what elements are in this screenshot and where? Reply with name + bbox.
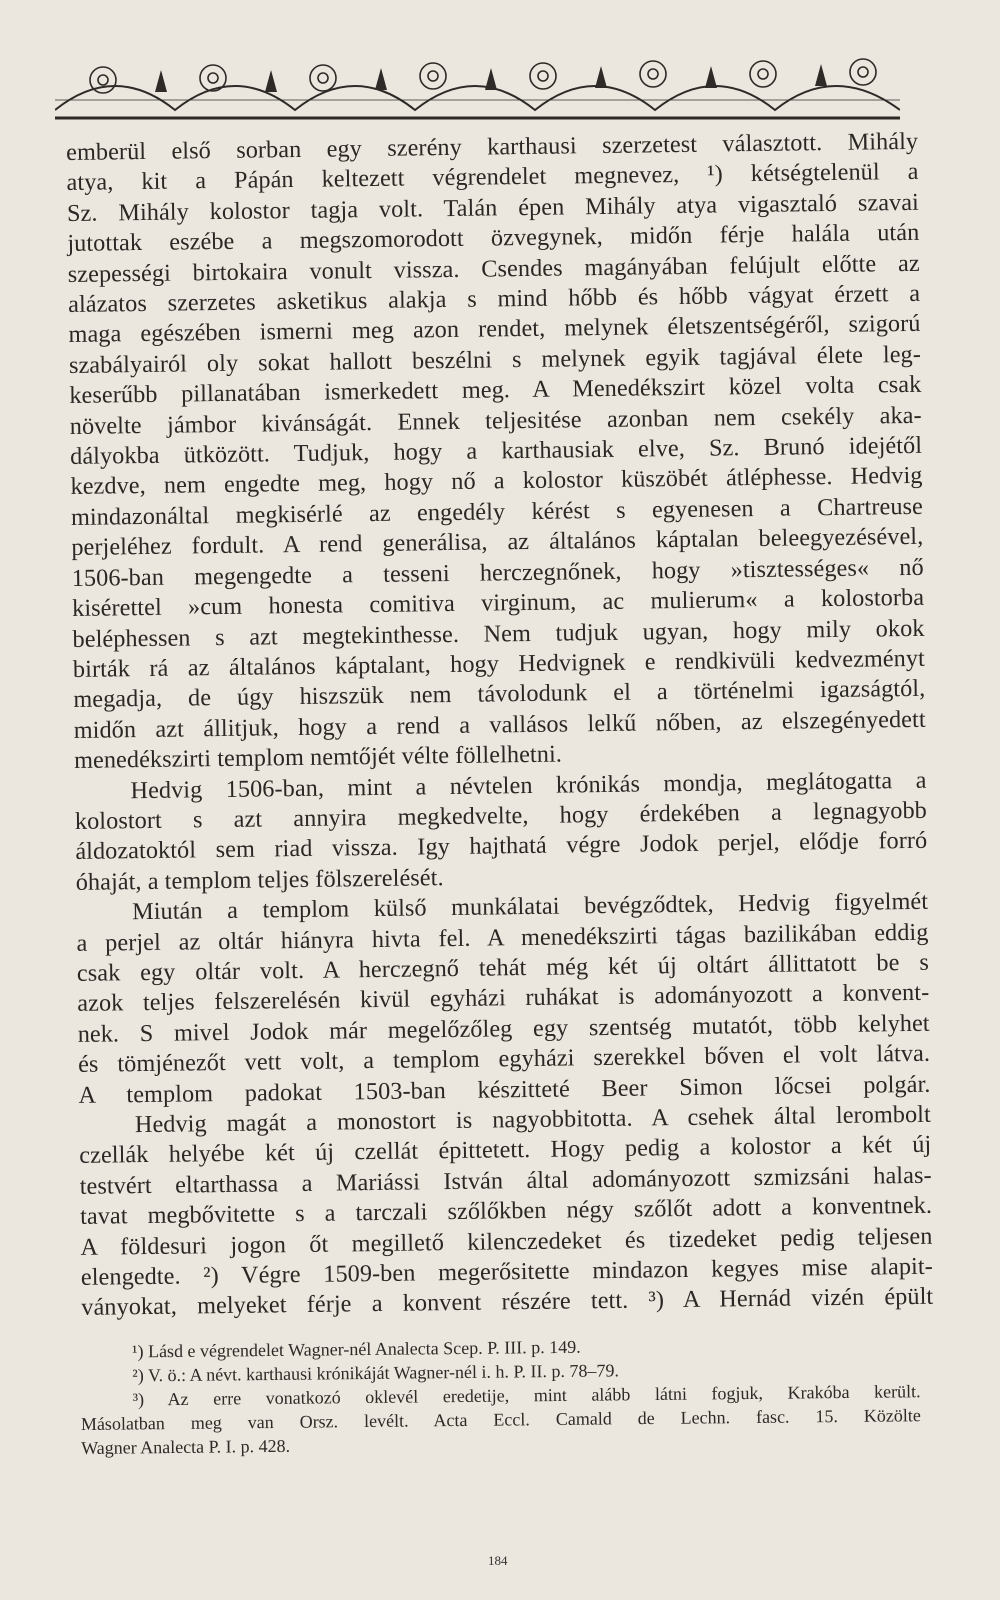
text-line: áldozatoktól sem riad vissza. Igy hajthatá végre Jodok perjel, elődje forró [75,827,928,866]
text-line: megadja, de úgy hiszszük nem távolodunk el a történelmi igazságtól, [73,675,926,714]
footnotes [80,1331,921,1460]
paragraph-2 [74,765,928,898]
text-line: atya, kit a Pápán keltezett végrendelet megnevez, ¹) kétségtelenül a [66,158,919,197]
footnote-3-cont: Másolatban meg van Orsz. levélt. Acta Eccl. Camald de Lechn. fasc. 15. Közölte [80,1405,921,1434]
text-line: maga egészében ismerni meg azon rendet, melynek életszentségéről, szigorú [68,310,921,349]
text-line: midőn azt állitjuk, hogy a rend a vallásos lelkű nőben, az elszegényedett [73,705,926,744]
text-line: szepességi birtokaira vonult vissza. Csendes magányában felújult előtte az [67,249,920,288]
text-line: menedékszirti templom nemtőjét vélte föllelhetni. [73,740,563,775]
text-line: beléphessen s azt megtekinthesse. Nem tudjuk ugyan, hogy mily okok [72,614,925,653]
footnote-3: ³) Az erre vonatkozó oklevél eredetije, mint alább látni fogjuk, Krakóba került. [132,1381,921,1410]
footnote-1: ¹) Lásd e végrendelet Wagner-nél Analecta Scep. P. III. p. 149. [132,1336,581,1362]
text-line: mindazonáltal megkisérlé az engedély kérést s egyenesen a Chartreuse [70,492,924,531]
text-line: szabályairól oly sokat hallott beszélni s melynek egyik tagjával élete leg- [68,340,922,379]
text-line: ványokat, melyeket férje a konvent részére tett. ³) A Hernád vizén épült [81,1283,934,1322]
paragraph-4 [79,1100,934,1324]
text-line: azok teljes felszerelésén kivül egyházi ruhákat is adományozott a konvent- [77,979,930,1018]
text-line: és tömjénezőt vett volt, a templom egyházi szerekkel bőven el volt látva. [77,1039,931,1079]
paragraph-3 [76,887,931,1111]
text-line: tavat megbővitette s a tarczali szőlőkben négy szőlőt adott a konventnek. [79,1191,933,1231]
text-line: jutottak eszébe a megszomorodott özvegynek, midőn férje halála után [67,219,920,258]
text-line: csak egy oltár volt. A herczegnő tehát még két új oltárt állittatott be s [76,948,930,987]
text-line: A földesuri jogon őt megillető kilenczedeket és tizedeket pedig teljesen [80,1222,933,1261]
page-number: 184 [488,1553,508,1568]
text-line: keserűbb pillanatában ismerkedett meg. A Menedékszirt közel volta csak [69,371,922,410]
text-line: 1506-ban megengedte a tesseni herczegnőnek, hogy »tisztességes« nő [71,553,924,592]
text-line: Miután a templom külső munkálatai bevégződtek, Hedvig figyelmét [131,887,929,926]
text-line: kolostort s azt annyira megkedvelte, hogy érdekében a legnagyobb [74,796,928,835]
text-line: növelte jámbor kivánságát. Ennek teljesitése azonban nem csekély aka- [69,401,922,440]
text-line: elengedte. ²) Végre 1509-ben megerősitette mindazon kegyes mise alapit- [80,1252,934,1291]
text-line: Hedvig magát a monostort is nagyobbitotta. A csehek által lerombolt [134,1100,932,1139]
paragraph-1 [66,127,926,777]
text-line: kisérettel »cum honesta comitiva virginum, ac mulierum« a kolostorba [71,583,925,623]
decorative-header-border [55,52,900,122]
main-text [66,127,933,1324]
text-line: óhaját, a templom teljes fölszerelését. [75,863,444,896]
text-line: kezdve, nem engedte meg, hogy nő a kolostor küszöbét átléphesse. Hedvig [70,462,923,501]
text-line: Hedvig 1506-ban, mint a névtelen krónikás mondja, meglátogatta a [130,766,927,804]
text-line: a perjel az oltár hiányra hivta fel. A menedékszirti tágas bazilikában eddig [76,918,929,957]
footnote-3-cont: Wagner Analecta P. I. p. 428. [81,1435,291,1458]
text-line: Sz. Mihály kolostor tagja volt. Talán épen Mihály atya vigasztaló szavai [66,188,920,227]
text-line: czellák helyébe két új czellát épittetett. Hogy pedig a kolostor a két új [79,1131,932,1170]
text-line: birták rá az általános káptalant, hogy Hedvignek e rendkivüli kedvezményt [72,644,926,683]
text-line: alázatos szerzetes asketikus alakja s mind hőbb és hőbb vágyat érzett a [68,279,921,319]
text-line: dályokba ütközött. Tudjuk, hogy a karthausiak elve, Sz. Brunó idejétől [69,431,923,471]
text-line: emberül első sorban egy szerény karthausi szerzetest választott. Mihály [66,127,919,166]
text-line: perjeléhez fordult. A rend generálisa, az általános káptalan beleegyezésével, [71,523,924,562]
text-line: testvért eltarthassa a Mariássi István által adományozott szmizsáni halas- [79,1161,932,1200]
footnote-2: ²) V. ö.: A névt. karthausi krónikáját Wagner-nél i. h. P. II. p. 78–79. [132,1360,619,1386]
text-line: A templom padokat 1503-ban készitteté Beer Simon lőcsei polgár. [78,1070,931,1109]
text-line: nek. S mivel Jodok már megelőzőleg egy szentség mutatót, több kelyhet [77,1009,930,1048]
